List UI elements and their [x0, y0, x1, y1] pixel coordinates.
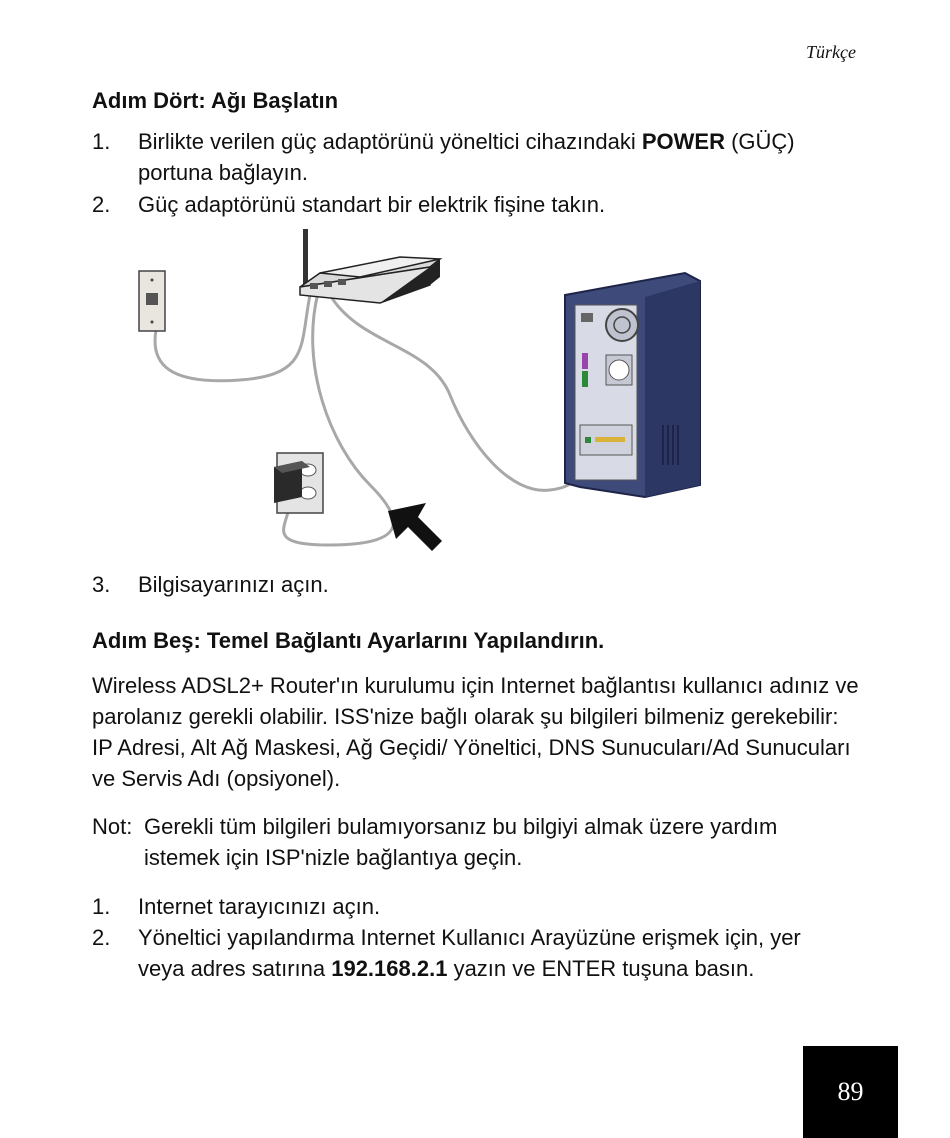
- item-text: Birlikte verilen güç adaptörünü yöneltici cihazındaki POWER (GÜÇ) portuna bağlayın.: [138, 129, 795, 185]
- item-number: 1.: [92, 129, 111, 154]
- page-number: 89: [803, 1046, 898, 1138]
- arrow-icon: [388, 503, 442, 551]
- power-label: POWER: [641, 129, 725, 154]
- item-number: 2.: [92, 192, 111, 217]
- item-text: Internet tarayıcınızı açın.: [138, 894, 381, 919]
- item-text: Bilgisayarınızı açın.: [138, 572, 329, 597]
- list-item: [92, 569, 852, 600]
- setup-illustration: [130, 225, 730, 570]
- note-text: Gerekli tüm bilgileri bulamıyorsanız bu bilgiyi almak üzere yardım istemek için ISP'nizle bağlantıya geçin.: [144, 814, 778, 870]
- item-text: Güç adaptörünü standart bir elektrik fişine takın.: [138, 192, 606, 217]
- ip-address: 192.168.2.1: [331, 956, 448, 981]
- item-text: Yöneltici yapılandırma Internet Kullanıcı Arayüzüne erişmek için, yer veya adres satırına 192.168.2.1 yazın ve ENTER tuşuna basın.: [138, 925, 801, 981]
- language-label: Türkçe: [806, 42, 856, 62]
- wall-phone-jack-icon: [139, 271, 165, 331]
- list-item: [92, 189, 852, 220]
- note-label: Not:: [92, 814, 133, 839]
- computer-tower-icon: [565, 273, 700, 497]
- item-number: 3.: [92, 572, 111, 597]
- item-number: 2.: [92, 925, 111, 950]
- router-icon: [300, 229, 440, 303]
- step-four-heading: Adım Dört: Ağı Başlatın: [92, 88, 339, 113]
- intro-paragraph: Wireless ADSL2+ Router'ın kurulumu için Internet bağlantısı kullanıcı adınız ve parolanız gerekli olabilir. ISS'nize bağlı olarak şu bilgileri bilmeniz gerekebilir: IP Adresi, Alt Ağ Maskesi, Ağ Geçidi/ Yöneltici, DNS Sunucuları/Ad Sunucuları ve Servis Adı (opsiyonel).: [92, 673, 859, 791]
- list-item: [92, 126, 852, 188]
- step-five-heading: Adım Beş: Temel Bağlantı Ayarlarını Yapılandırın.: [92, 628, 605, 653]
- list-item: [92, 891, 852, 922]
- note: [92, 811, 852, 873]
- list-item: [92, 922, 852, 984]
- cables: [155, 293, 585, 545]
- item-number: 1.: [92, 894, 111, 919]
